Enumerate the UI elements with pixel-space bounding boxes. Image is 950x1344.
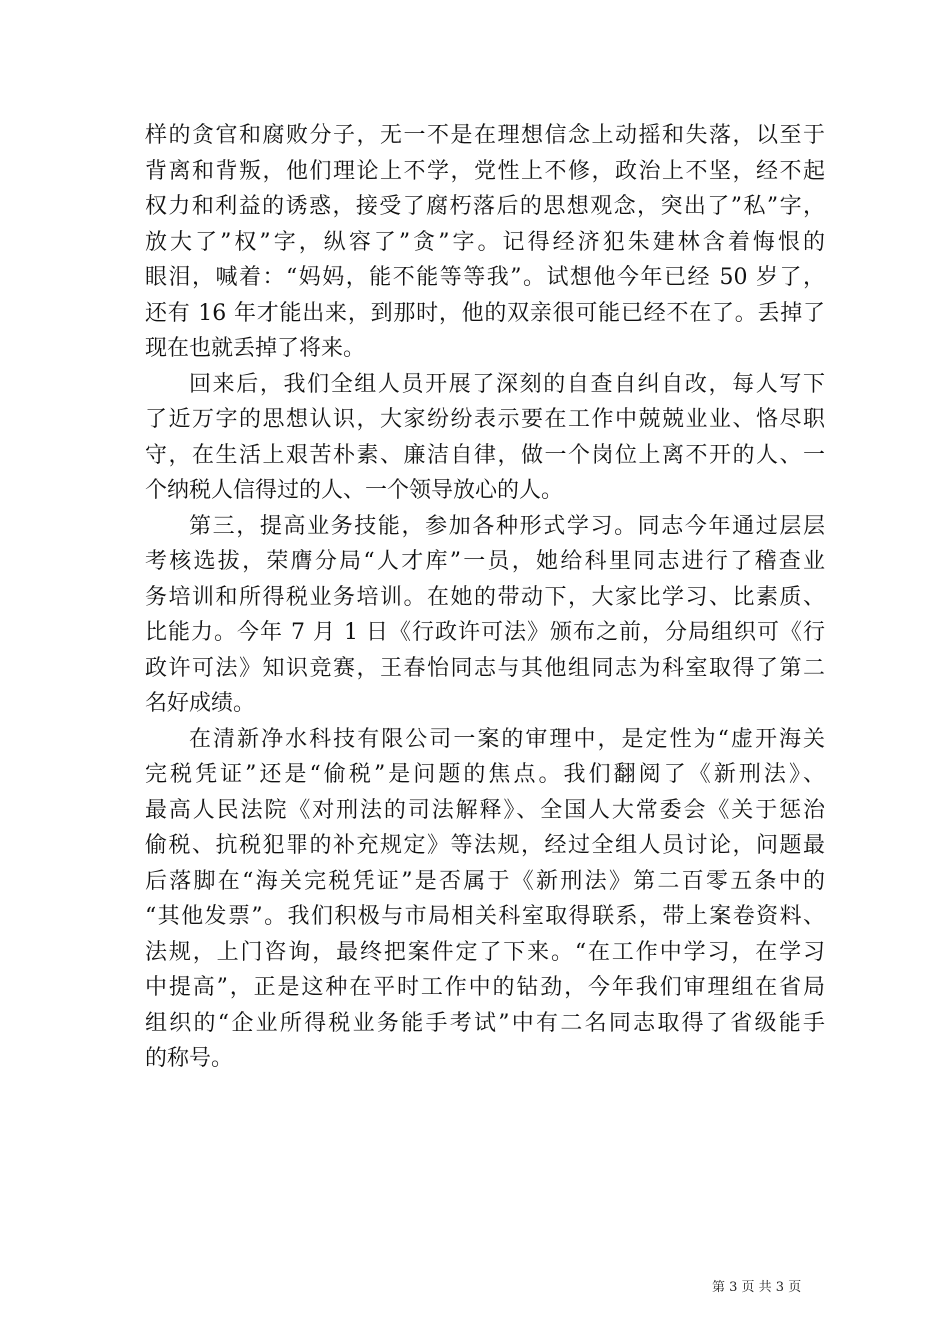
text-line: 政许可法》知识竞赛，王春怡同志与其他组同志为科室取得了第二: [145, 655, 825, 681]
text-line: 还有 16 年才能出来，到那时，他的双亲很可能已经不在了。丢掉了: [145, 300, 825, 326]
text-line: 现在也就丢掉了将来。: [145, 336, 366, 361]
text-line: 在清新净水科技有限公司一案的审理中，是定性为“虚开海关: [189, 726, 825, 752]
text-line: 后落脚在“海关完税凭证”是否属于《新刑法》第二百零五条中的: [145, 868, 825, 894]
text-line: 最高人民法院《对刑法的司法解释》、全国人大常委会《关于惩治: [145, 797, 825, 823]
text-line: 名好成绩。: [145, 691, 256, 716]
text-line: 个纳税人信得过的人、一个领导放心的人。: [145, 478, 564, 503]
text-line: 中提高”，正是这种在平时工作中的钻劲，今年我们审理组在省局: [145, 975, 825, 1000]
text-line: 了近万字的思想认识，大家纷纷表示要在工作中兢兢业业、恪尽职: [145, 407, 825, 432]
text-line: 完税凭证”还是“偷税”是问题的焦点。我们翻阅了《新刑法》、: [145, 762, 825, 787]
text-line: 回来后，我们全组人员开展了深刻的自查自纠自改，每人写下: [189, 371, 825, 397]
text-line: 背离和背叛，他们理论上不学，党性上不修，政治上不坚，经不起: [145, 158, 825, 184]
text-line: 守，在生活上艰苦朴素、廉洁自律，做一个岗位上离不开的人、一: [145, 442, 825, 468]
text-line: 偷税、抗税犯罪的补充规定》等法规，经过全组人员讨论，问题最: [145, 833, 825, 858]
text-line: 组织的“企业所得税业务能手考试”中有二名同志取得了省级能手: [145, 1010, 825, 1036]
text-line: “其他发票”。我们积极与市局相关科室取得联系，带上案卷资料、: [145, 904, 825, 929]
text-line: 务培训和所得税业务培训。在她的带动下，大家比学习、比素质、: [145, 584, 825, 610]
text-line: 比能力。今年 7 月 1 日《行政许可法》颁布之前，分局组织可《行: [145, 620, 825, 645]
text-line: 样的贪官和腐败分子，无一不是在理想信念上动摇和失落，以至于: [145, 123, 825, 148]
text-line: 考核选拔，荣膺分局“人才库”一员，她给科里同志进行了稽查业: [145, 549, 825, 574]
body-text: [145, 118, 825, 1077]
text-line: 眼泪，喊着：“妈妈，能不能等等我”。试想他今年已经 50 岁了，: [145, 265, 825, 290]
page-footer: 第 3 页 共 3 页: [712, 1280, 802, 1295]
text-line: 的称号。: [145, 1046, 234, 1071]
text-line: 放大了”权”字，纵容了”贪”字。记得经济犯朱建林含着悔恨的: [145, 229, 825, 255]
text-line: 法规，上门咨询，最终把案件定了下来。“在工作中学习，在学习: [145, 939, 825, 965]
text-line: 第三，提高业务技能，参加各种形式学习。同志今年通过层层: [189, 513, 825, 539]
text-line: 权力和利益的诱惑，接受了腐朽落后的思想观念，突出了”私”字，: [145, 194, 825, 219]
